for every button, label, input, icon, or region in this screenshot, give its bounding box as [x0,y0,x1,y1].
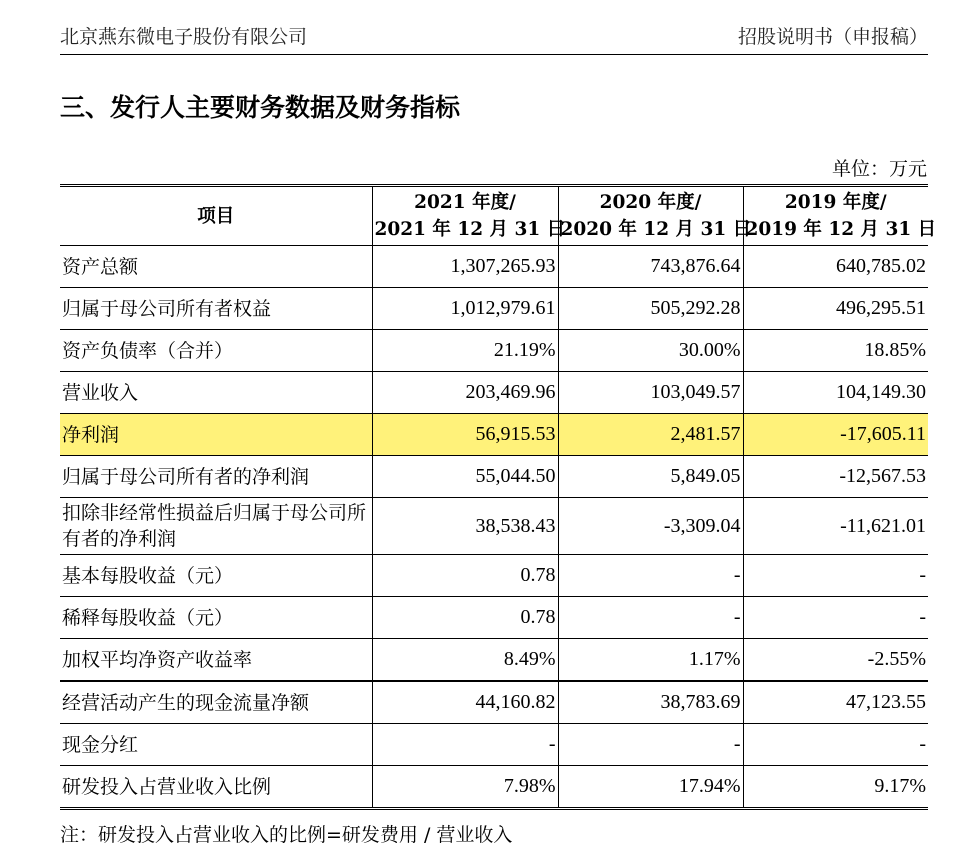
row-label: 净利润 [60,414,372,456]
cell-2021: 44,160.82 [372,681,558,724]
cell-2021: 203,469.96 [372,372,558,414]
cell-2019: 18.85% [743,330,928,372]
cell-2019: - [743,724,928,766]
cell-2020: 17.94% [558,766,743,809]
table-row [60,498,928,555]
cell-2021: 7.98% [372,766,558,809]
table-row [60,246,928,288]
column-header-line: 2019 年 12 月 31 日 [745,219,937,240]
table-header-row [60,186,928,246]
cell-2021: 8.49% [372,639,558,682]
cell-2019: -17,605.11 [743,414,928,456]
table-row [60,639,928,682]
company-name: 北京燕东微电子股份有限公司 [60,26,308,48]
cell-2021: 55,044.50 [372,456,558,498]
cell-2021: 0.78 [372,555,558,597]
cell-2019: - [743,597,928,639]
row-label: 资产总额 [60,246,372,288]
table-row [60,555,928,597]
table-row [60,330,928,372]
row-label: 基本每股收益（元） [60,555,372,597]
cell-2021: 38,538.43 [372,498,558,555]
row-label: 加权平均净资产收益率 [60,639,372,682]
row-label: 扣除非经常性损益后归属于母公司所有者的净利润 [60,498,372,555]
document-name: 招股说明书（申报稿） [737,26,928,48]
cell-2021: 1,012,979.61 [372,288,558,330]
cell-2020: - [558,724,743,766]
row-label: 资产负债率（合并） [60,330,372,372]
row-label: 稀释每股收益（元） [60,597,372,639]
cell-2021: 56,915.53 [372,414,558,456]
cell-2019: 9.17% [743,766,928,809]
column-header-line: 2020 年度/ [599,192,702,213]
table-row [60,681,928,724]
row-label: 营业收入 [60,372,372,414]
column-header-2019 [743,186,937,246]
cell-2019: 640,785.02 [743,246,928,288]
table-row [60,288,928,330]
cell-2019: -12,567.53 [743,456,928,498]
cell-2019: -11,621.01 [743,498,928,555]
column-header-line: 2020 年 12 月 31 日 [560,219,752,240]
cell-2020: 103,049.57 [558,372,743,414]
financial-table [60,184,937,810]
cell-2019: 47,123.55 [743,681,928,724]
table-row [60,372,928,414]
table-row [60,766,928,809]
row-label: 研发投入占营业收入比例 [60,766,372,809]
table-row [60,456,928,498]
page-header [60,22,928,55]
row-label: 归属于母公司所有者权益 [60,288,372,330]
cell-2020: 1.17% [558,639,743,682]
cell-2020: 30.00% [558,330,743,372]
column-header-2021 [372,186,566,246]
cell-2019: -2.55% [743,639,928,682]
cell-2020: 743,876.64 [558,246,743,288]
table-row [60,724,928,766]
table-row-highlighted [60,414,928,456]
cell-2020: - [558,555,743,597]
cell-2021: 1,307,265.93 [372,246,558,288]
row-label: 归属于母公司所有者的净利润 [60,456,372,498]
footnote: 注：研发投入占营业收入的比例=研发费用 / 营业收入 [60,824,513,846]
cell-2020: -3,309.04 [558,498,743,555]
table-row [60,597,928,639]
cell-2019: - [743,555,928,597]
column-header-line: 2019 年度/ [784,192,887,213]
section-title: 三、发行人主要财务数据及财务指标 [60,93,461,122]
column-header-item: 项目 [60,186,372,246]
column-header-line: 2021 年 12 月 31 日 [374,219,566,240]
cell-2020: 5,849.05 [558,456,743,498]
cell-2020: - [558,597,743,639]
column-header-line: 2021 年度/ [414,192,516,213]
cell-2020: 505,292.28 [558,288,743,330]
cell-2021: 21.19% [372,330,558,372]
row-label: 经营活动产生的现金流量净额 [60,681,372,724]
unit-label: 单位：万元 [831,158,927,180]
column-header-2020 [558,186,752,246]
cell-2019: 104,149.30 [743,372,928,414]
row-label: 现金分红 [60,724,372,766]
cell-2021: - [372,724,558,766]
cell-2020: 38,783.69 [558,681,743,724]
cell-2019: 496,295.51 [743,288,928,330]
cell-2020: 2,481.57 [558,414,743,456]
cell-2021: 0.78 [372,597,558,639]
